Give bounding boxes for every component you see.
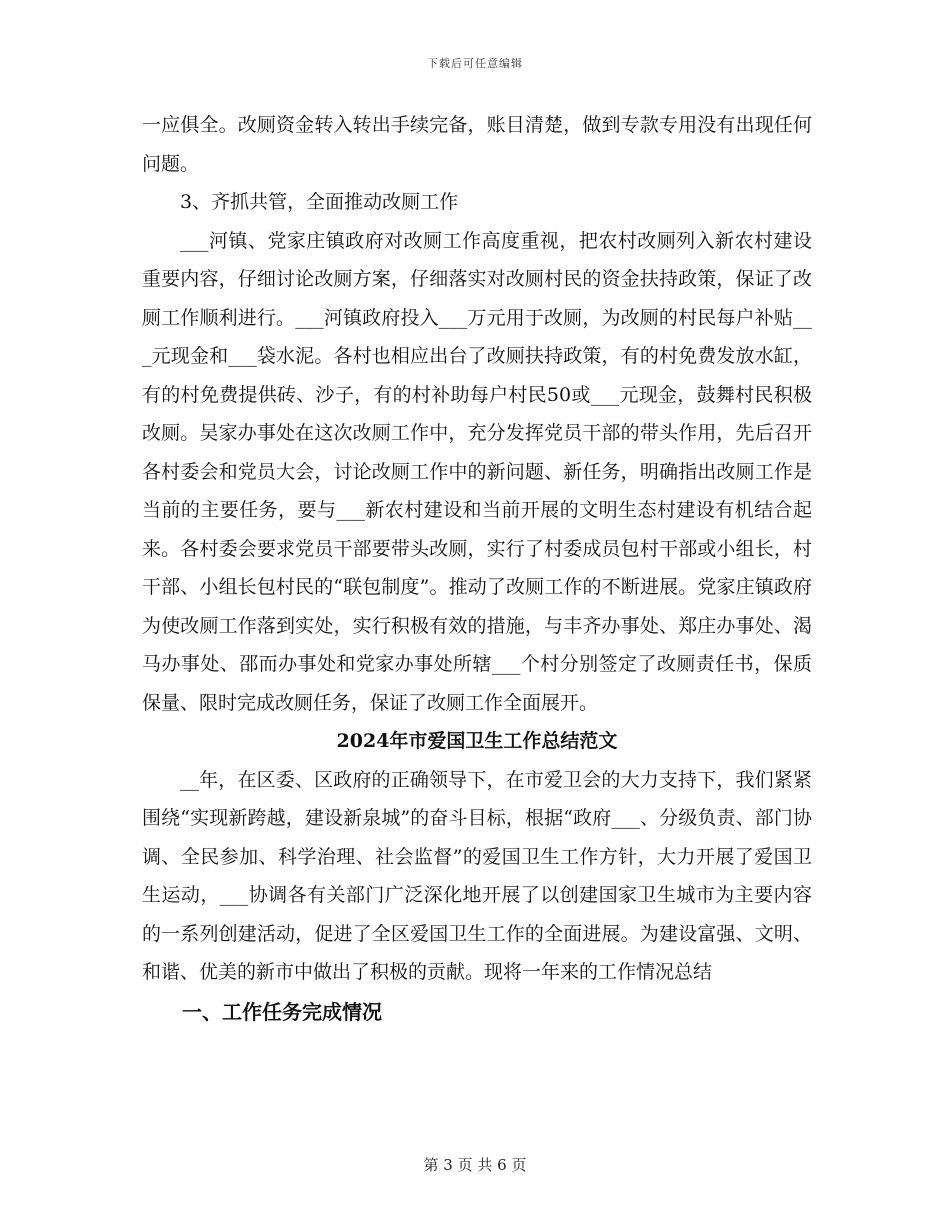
document-title: 2024年市爱国卫生工作总结范文 [336,730,618,752]
paragraph-summary-intro: __年，在区委、区政府的正确领导下，在市爱卫会的大力支持下，我们紧紧围绕“实现新跨越，建设新泉城”的奋斗目标，根据“政府___、分级负责、部门协调、全民参加、科学治理、社会监督”的爱国卫生工作方针，大力开展了爱国卫生运动，___协调各有关部门广泛深化地开展了以创建国家卫生城市为主要内容的一系列创建活动，促进了全区爱国卫生工作的全面进展。为建设富强、文明、和谐、优美的新市中做出了积极的贡献。现将一年来的工作情况总结 [142,768,812,983]
section-heading-1: 一、工作任务完成情况 [182,999,382,1024]
subheading-3: 3、齐抓共管，全面推动改厕工作 [180,191,459,213]
paragraph-toilet-reform: ___河镇、党家庄镇政府对改厕工作高度重视，把农村改厕列入新农村建设重要内容，仔细讨论改厕方案，仔细落实对改厕村民的资金扶持政策，保证了改厕工作顺利进行。___河镇政府投入___万元用于改厕，为改厕的村民每户补贴___元现金和___袋水泥。各村也相应出台了改厕扶持政策，有的村免费发放水缸，有的村免费提供砖、沙子，有的村补助每户村民50或___元现金，鼓舞村民积极改厕。吴家办事处在这次改厕工作中，充分发挥党员干部的带头作用，先后召开各村委会和党员大会，讨论改厕工作中的新问题、新任务，明确指出改厕工作是当前的主要任务，要与___新农村建设和当前开展的文明生态村建设有机结合起来。各村委会要求党员干部要带头改厕，实行了村委成员包村干部或小组长，村干部、小组长包村民的“联包制度”。推动了改厕工作的不断进展。党家庄镇政府为使改厕工作落到实处，实行积极有效的措施，与丰齐办事处、郑庄办事处、渴马办事处、邵而办事处和党家办事处所辖___个村分别签定了改厕责任书，保质保量、限时完成改厕任务，保证了改厕工作全面展开。 [142,229,812,714]
page-footer: 第 3 页 共 6 页 [423,1156,527,1174]
page-header: 下载后可任意编辑 [427,57,523,70]
document-body [142,106,812,1032]
paragraph-continued: 一应俱全。改厕资金转入转出手续完备，账目清楚，做到专款专用没有出现任何问题。 [142,114,812,175]
